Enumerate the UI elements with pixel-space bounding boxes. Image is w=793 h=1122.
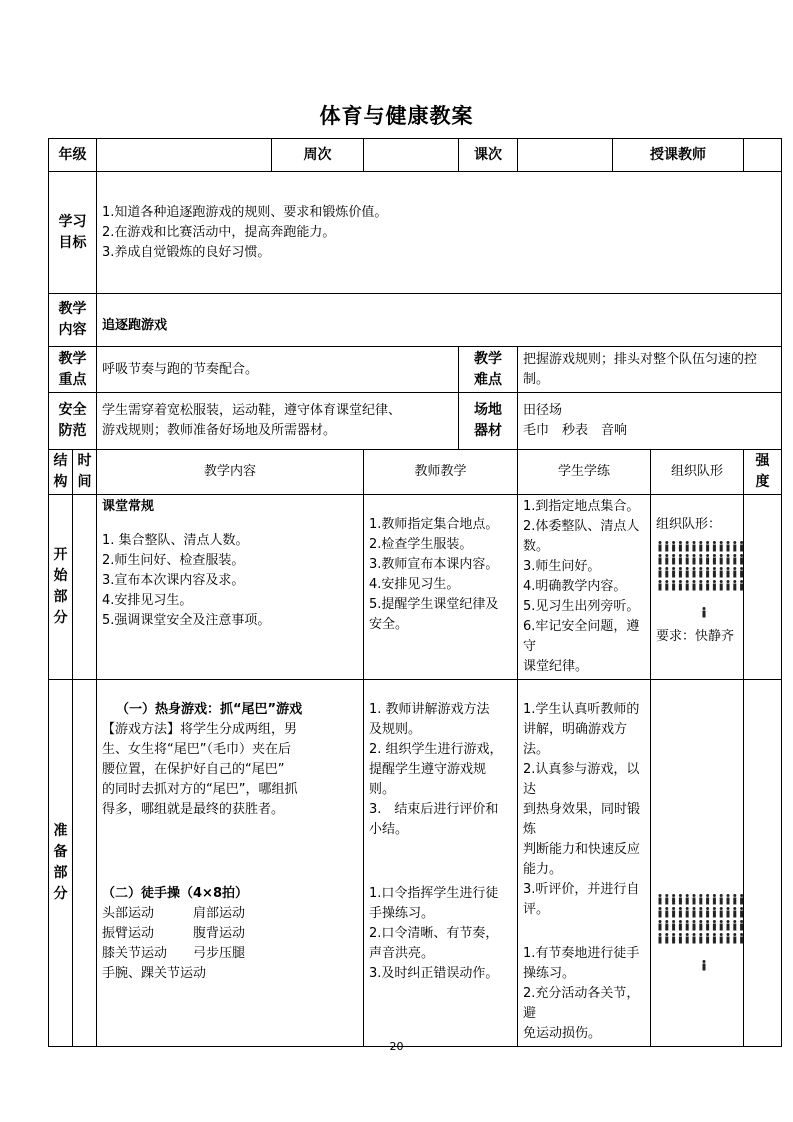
student-figure-body <box>699 545 702 552</box>
student-figure <box>672 554 675 557</box>
student-figure-body <box>693 558 696 565</box>
student-figure-body <box>693 898 696 905</box>
student-figure-body <box>686 924 689 931</box>
student-figure <box>720 907 723 910</box>
student-figure <box>713 907 716 910</box>
student-figure-body <box>699 924 702 931</box>
student-figure-body <box>727 558 730 565</box>
keypoints-row <box>49 347 782 393</box>
grade-value <box>97 139 272 172</box>
student-figure <box>693 554 696 557</box>
col-content: 教学内容 <box>97 450 364 495</box>
col-student: 学生学练 <box>518 450 651 495</box>
student-figure-body <box>733 558 736 565</box>
student-figure-body <box>706 937 709 944</box>
formation-diagram <box>656 892 748 980</box>
student-figure-body <box>713 571 716 578</box>
col-structure: 结 构 <box>49 450 73 495</box>
student-figure-body <box>665 911 668 918</box>
student-figure-body <box>727 545 730 552</box>
student-figure <box>672 580 675 583</box>
student-figure-body <box>740 911 743 918</box>
student-figure-body <box>699 898 702 905</box>
student-figure-body <box>733 898 736 905</box>
student-figure-body <box>659 937 662 944</box>
student-figure-body <box>727 898 730 905</box>
objective-item: 3.养成自觉锻炼的良好习惯。 <box>102 244 271 260</box>
safety-value: 学生需穿着宽松服装，运动鞋，遵守体育课堂纪律、 游戏规则；教师准备好场地及所需器材。 <box>97 393 459 450</box>
student-figure-body <box>740 924 743 931</box>
student-figure <box>706 933 709 936</box>
equipment-value: 田径场 毛巾 秒表 音响 <box>518 393 782 450</box>
formation-diagram <box>656 539 748 627</box>
student-figure-body <box>733 924 736 931</box>
student-figure <box>720 541 723 544</box>
student-figure <box>693 894 696 897</box>
student-figure-body <box>699 911 702 918</box>
student-figure <box>665 894 668 897</box>
student-figure-body <box>659 571 662 578</box>
student-figure-body <box>693 911 696 918</box>
student-figure-body <box>686 558 689 565</box>
student-figure <box>686 920 689 923</box>
grade-label: 年级 <box>49 139 97 172</box>
student-figure-body <box>672 937 675 944</box>
student-figure <box>740 894 743 897</box>
student-figure <box>686 933 689 936</box>
student-figure <box>665 554 668 557</box>
content-value: 追逐跑游戏 <box>97 294 782 347</box>
student-figure <box>679 894 682 897</box>
safety-row <box>49 393 782 450</box>
student-figure-body <box>659 545 662 552</box>
student-figure <box>665 920 668 923</box>
student-figure <box>679 933 682 936</box>
prep-teacher: 1. 教师讲解游戏方法 及规则。 2. 组织学生进行游戏， 提醒学生遵守游戏规 则。 3. 结束后进行评价和 小结。 1.口令指挥学生进行徒 手操练习。 2.口令清晰、有节奏， 声音洪亮。 3.及时纠正错误动作。 <box>364 680 518 1047</box>
week-value <box>364 139 459 172</box>
start-content: 课堂常规 1. 集合整队、清点人数。 2.师生问好、检查服装。 3.宣布本次课内容及求。 4.安排见习生。 5.强调课堂安全及注意事项。 <box>97 495 364 680</box>
student-figure-body <box>679 898 682 905</box>
student-figure <box>699 580 702 583</box>
student-figure-body <box>665 898 668 905</box>
student-figure <box>659 933 662 936</box>
start-student: 1.到指定地点集合。 2.体委整队、清点人 数。 3.师生问好。 4.明确教学内容。 5.见习生出列旁听。 6.牢记安全问题，遵守 课堂纪律。 <box>518 495 651 680</box>
student-figure-body <box>733 937 736 944</box>
page-number: 20 <box>389 1040 404 1053</box>
safety-label: 安全 防范 <box>49 393 97 450</box>
student-figure-body <box>733 911 736 918</box>
teacher-label: 授课教师 <box>613 139 744 172</box>
lesson-value <box>518 139 613 172</box>
student-figure-body <box>686 937 689 944</box>
student-figure-body <box>720 545 723 552</box>
student-figure-body <box>720 898 723 905</box>
student-figure <box>672 907 675 910</box>
student-figure-body <box>706 571 709 578</box>
student-figure-body <box>672 898 675 905</box>
student-figure <box>672 933 675 936</box>
start-formation: 组织队形： 要求：快静齐 <box>651 495 744 680</box>
student-figure-body <box>679 584 682 591</box>
student-figure-body <box>740 937 743 944</box>
student-figure <box>713 541 716 544</box>
start-content-title: 课堂常规 <box>102 499 155 514</box>
content-row <box>49 294 782 347</box>
prep-content: （一）热身游戏：抓“尾巴”游戏 【游戏方法】将学生分成两组，男 生、女生将“尾巴”（毛巾）夹在后 腰位置，在保护好自己的“尾巴” 的同时去抓对方的“尾巴”，哪组抓 得多，哪组就是最终的获胜者。 （二）徒手操（4×8拍） 头部运动 肩部运动 振臂运动 腹背运动 膝关节运动 弓步压腿 手腕、踝关节运动 <box>97 680 364 1047</box>
student-figure <box>679 541 682 544</box>
student-figure-body <box>706 898 709 905</box>
student-figure <box>686 894 689 897</box>
student-figure <box>713 933 716 936</box>
student-figure-body <box>727 584 730 591</box>
student-figure-body <box>693 924 696 931</box>
student-figure-body <box>720 558 723 565</box>
column-header-row <box>49 450 782 495</box>
student-figure-body <box>665 937 668 944</box>
student-figure <box>727 580 730 583</box>
student-figure <box>727 920 730 923</box>
student-figure-body <box>679 571 682 578</box>
student-figure <box>672 920 675 923</box>
student-figure-body <box>713 937 716 944</box>
student-figure-body <box>733 571 736 578</box>
prep-formation <box>651 680 744 1047</box>
student-figure <box>679 907 682 910</box>
student-figure <box>720 920 723 923</box>
student-figure <box>686 541 689 544</box>
student-figure <box>733 933 736 936</box>
student-figure-body <box>727 924 730 931</box>
student-figure <box>686 580 689 583</box>
student-figure-body <box>672 911 675 918</box>
student-figure-body <box>693 545 696 552</box>
student-figure <box>686 907 689 910</box>
student-figure-body <box>727 937 730 944</box>
student-figure-body <box>706 545 709 552</box>
student-figure-body <box>665 924 668 931</box>
formation-note: 要求：快静齐 <box>656 629 735 644</box>
keypoints-value: 呼吸节奏与跑的节奏配合。 <box>97 347 459 393</box>
teacher-figure <box>703 607 706 610</box>
student-figure <box>713 920 716 923</box>
content-label: 教学 内容 <box>49 294 97 347</box>
student-figure <box>699 554 702 557</box>
week-label: 周次 <box>272 139 364 172</box>
student-figure-body <box>713 545 716 552</box>
difficulties-value: 把握游戏规则；排头对整个队伍匀速的控制。 <box>518 347 782 393</box>
student-figure-body <box>686 571 689 578</box>
student-figure <box>659 907 662 910</box>
student-figure-body <box>720 584 723 591</box>
student-figure <box>706 554 709 557</box>
student-figure <box>693 933 696 936</box>
student-figure <box>699 894 702 897</box>
objectives-list <box>97 172 782 294</box>
student-figure <box>659 580 662 583</box>
student-figure-body <box>679 545 682 552</box>
document-title: 体育与健康教案 <box>319 103 474 128</box>
student-figure <box>699 541 702 544</box>
student-figure <box>659 541 662 544</box>
prep-section-label: 准 备 部 分 <box>49 680 73 1047</box>
student-figure-body <box>720 911 723 918</box>
student-figure <box>740 920 743 923</box>
student-figure-body <box>699 937 702 944</box>
student-figure-body <box>686 584 689 591</box>
student-figure-body <box>659 924 662 931</box>
student-figure-body <box>672 545 675 552</box>
student-figure-body <box>672 584 675 591</box>
student-figure <box>713 567 716 570</box>
student-figure <box>686 554 689 557</box>
student-figure-body <box>720 924 723 931</box>
student-figure-body <box>686 545 689 552</box>
student-figure-body <box>665 571 668 578</box>
student-figure-body <box>679 937 682 944</box>
student-figure <box>733 567 736 570</box>
student-figure <box>706 894 709 897</box>
student-figure-body <box>672 571 675 578</box>
student-figure <box>733 554 736 557</box>
student-figure-body <box>699 584 702 591</box>
student-figure-body <box>727 571 730 578</box>
student-figure <box>693 907 696 910</box>
student-figure-body <box>686 898 689 905</box>
student-figure <box>706 920 709 923</box>
student-figure-body <box>706 911 709 918</box>
student-figure-body <box>679 558 682 565</box>
student-figure-body <box>659 898 662 905</box>
student-figure-body <box>693 584 696 591</box>
student-figure <box>699 933 702 936</box>
student-figure <box>672 567 675 570</box>
student-figure <box>693 580 696 583</box>
student-figure <box>665 580 668 583</box>
student-figure <box>733 580 736 583</box>
student-figure-body <box>713 924 716 931</box>
teacher-figure <box>703 960 706 963</box>
difficulties-label: 教学 难点 <box>459 347 518 393</box>
teacher-figure-body <box>703 611 706 618</box>
student-figure <box>693 567 696 570</box>
header-row <box>49 139 782 172</box>
student-figure <box>713 554 716 557</box>
student-figure <box>727 894 730 897</box>
student-figure <box>665 567 668 570</box>
objectives-label: 学习 目标 <box>49 172 97 294</box>
student-figure-body <box>740 558 743 565</box>
student-figure <box>706 567 709 570</box>
student-figure <box>665 907 668 910</box>
start-section-row <box>49 495 782 680</box>
student-figure <box>720 933 723 936</box>
student-figure <box>679 554 682 557</box>
student-figure-body <box>713 584 716 591</box>
student-figure <box>706 580 709 583</box>
student-figure <box>679 567 682 570</box>
student-figure <box>727 541 730 544</box>
objective-item: 2.在游戏和比赛活动中，提高奔跑能力。 <box>102 224 336 240</box>
student-figure <box>727 554 730 557</box>
student-figure-body <box>713 898 716 905</box>
col-time: 时 间 <box>73 450 97 495</box>
student-figure-body <box>706 924 709 931</box>
student-figure <box>733 907 736 910</box>
student-figure <box>733 894 736 897</box>
col-formation: 组织队形 <box>651 450 744 495</box>
student-figure-body <box>679 911 682 918</box>
student-figure <box>699 920 702 923</box>
student-figure-body <box>733 584 736 591</box>
student-figure-body <box>699 558 702 565</box>
equipment-label: 场地 器材 <box>459 393 518 450</box>
student-figure <box>693 920 696 923</box>
student-figure-body <box>740 584 743 591</box>
student-figure <box>727 567 730 570</box>
objective-item: 1.知道各种追逐跑游戏的规则、要求和锻炼价值。 <box>102 204 388 220</box>
exercise-title: （二）徒手操（4×8拍） <box>102 886 248 901</box>
student-figure <box>672 894 675 897</box>
student-figure <box>679 920 682 923</box>
student-figure-body <box>713 911 716 918</box>
student-figure <box>665 541 668 544</box>
lesson-plan-table <box>48 138 782 1047</box>
student-figure <box>740 554 743 557</box>
student-figure <box>679 580 682 583</box>
student-figure-body <box>659 558 662 565</box>
student-figure-body <box>713 558 716 565</box>
student-figure-body <box>740 571 743 578</box>
student-figure <box>713 894 716 897</box>
student-figure <box>672 541 675 544</box>
student-figure-body <box>686 911 689 918</box>
col-teacher: 教师教学 <box>364 450 518 495</box>
student-figure-body <box>659 911 662 918</box>
keypoints-label: 教学 重点 <box>49 347 97 393</box>
student-figure <box>686 567 689 570</box>
student-figure <box>720 554 723 557</box>
student-figure-body <box>740 545 743 552</box>
objectives-row <box>49 172 782 294</box>
prep-student: 1.学生认真听教师的 讲解，明确游戏方法。 2.认真参与游戏，以达 到热身效果，同时锻炼 判断能力和快速反应 能力。 3.听评价，并进行自 评。 1.有节奏地进行徒手 操练习。 2.充分活动各关节，避 免运动损伤。 <box>518 680 651 1047</box>
col-intensity: 强 度 <box>744 450 782 495</box>
student-figure-body <box>665 558 668 565</box>
student-figure <box>659 567 662 570</box>
student-figure <box>740 567 743 570</box>
student-figure <box>699 907 702 910</box>
prep-section-row <box>49 680 782 1047</box>
student-figure <box>659 920 662 923</box>
student-figure-body <box>672 558 675 565</box>
student-figure <box>706 907 709 910</box>
student-figure-body <box>665 584 668 591</box>
student-figure <box>720 580 723 583</box>
student-figure-body <box>706 584 709 591</box>
student-figure <box>733 920 736 923</box>
student-figure-body <box>679 924 682 931</box>
student-figure-body <box>672 924 675 931</box>
student-figure <box>706 541 709 544</box>
student-figure-body <box>740 898 743 905</box>
student-figure <box>733 541 736 544</box>
student-figure <box>740 933 743 936</box>
student-figure <box>720 567 723 570</box>
student-figure-body <box>720 571 723 578</box>
student-figure <box>727 933 730 936</box>
student-figure-body <box>699 571 702 578</box>
student-figure <box>659 894 662 897</box>
teacher-figure-body <box>703 964 706 971</box>
warmup-title: （一）热身游戏：抓“尾巴”游戏 <box>116 702 303 717</box>
student-figure-body <box>727 911 730 918</box>
student-figure-body <box>665 545 668 552</box>
student-figure-body <box>659 584 662 591</box>
student-figure-body <box>693 937 696 944</box>
student-figure-body <box>706 558 709 565</box>
start-section-label: 开 始 部 分 <box>49 495 73 680</box>
start-teacher: 1.教师指定集合地点。 2.检查学生服装。 3.教师宣布本课内容。 4.安排见习生。 5.提醒学生课堂纪律及 安全。 <box>364 495 518 680</box>
student-figure <box>740 541 743 544</box>
student-figure <box>699 567 702 570</box>
student-figure <box>693 541 696 544</box>
student-figure-body <box>733 545 736 552</box>
student-figure-body <box>720 937 723 944</box>
student-figure <box>740 580 743 583</box>
student-figure <box>727 907 730 910</box>
student-figure <box>665 933 668 936</box>
student-figure <box>713 580 716 583</box>
student-figure <box>720 894 723 897</box>
student-figure <box>740 907 743 910</box>
student-figure-body <box>693 571 696 578</box>
teacher-value <box>744 139 782 172</box>
student-figure <box>659 554 662 557</box>
lesson-label: 课次 <box>459 139 518 172</box>
